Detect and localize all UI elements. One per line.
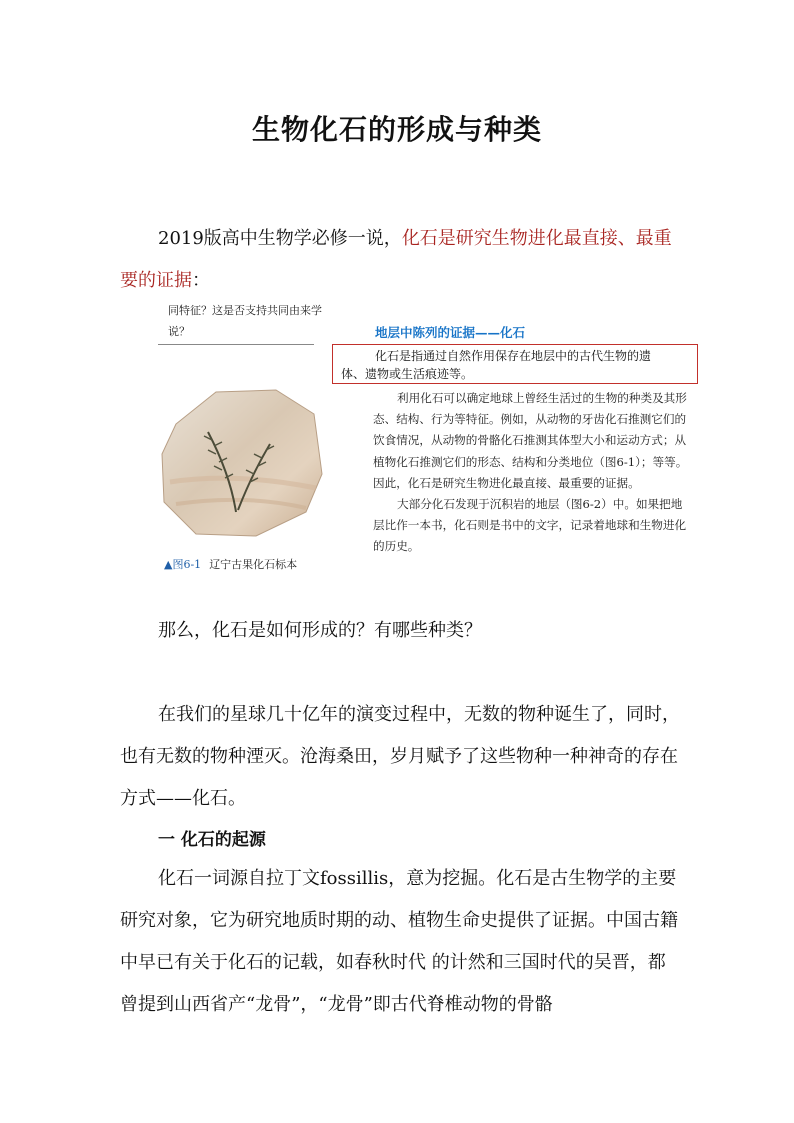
intro-highlight: 化石是研究生物进化最直接、最重要的证据 — [120, 228, 672, 291]
excerpt-section-title: 地层中陈列的证据——化石 — [375, 325, 526, 340]
excerpt-divider — [158, 344, 314, 345]
excerpt-body — [373, 388, 693, 558]
body-paragraph: 化石一词源自拉丁文fossillis，意为挖掘。化石是古生物学的主要研究对象，它为研究地质时期的动、植物生命史提供了证据。中国古籍中早已有关于化石的记载，如春秋时代 的计然和三国时代的吴晋，都曾提到山西省产“龙骨”，“龙骨”即古代脊椎动物的骨骼 — [120, 868, 678, 1015]
figure-description: 辽宁古果化石标本 — [209, 558, 298, 571]
definition-line-2: 体、遗物或生活痕迹等。 — [341, 367, 474, 381]
intro-text: 2019版高中生物学必修一说， — [158, 228, 402, 249]
intro-paragraph — [120, 218, 680, 302]
figure-label: ▲图6-1 — [164, 558, 202, 571]
definition-line-1: 化石是指通过自然作用保存在地层中的古代生物的遗 — [375, 349, 652, 363]
question-paragraph: 那么，化石是如何形成的？有哪些种类？ — [158, 620, 482, 641]
body-paragraph: 在我们的星球几十亿年的演变过程中，无数的物种诞生了，同时，也有无数的物种湮灭。沧海桑田，岁月赋予了这些物种一种神奇的存在方式——化石。 — [120, 704, 680, 809]
intro-suffix: ： — [192, 270, 210, 291]
textbook-excerpt-image — [150, 298, 710, 598]
excerpt-paragraph: 大部分化石发现于沉积岩的地层（图6-2）中。如果把地层比作一本书，化石则是书中的文字，记录着地球和生物进化的历史。 — [373, 497, 687, 554]
page-title: 生物化石的形成与种类 — [251, 113, 542, 146]
excerpt-paragraph: 利用化石可以确定地球上曾经生活过的生物的种类及其形态、结构、行为等特征。例如，从动物的牙齿化石推测它们的饮食情况，从动物的骨骼化石推测其体型大小和运动方式；从植物化石推测它们的形态、结构和分类地位（图6-1）；等等。因此，化石是研究生物进化最直接、最重要的证据。 — [373, 391, 688, 490]
excerpt-question-text: 同特征？这是否支持共同由来学说？ — [168, 304, 322, 338]
definition-highlight-box — [332, 344, 698, 384]
fossil-specimen-image — [156, 384, 326, 544]
figure-caption — [164, 556, 297, 572]
section-heading: 一 化石的起源 — [158, 830, 266, 850]
